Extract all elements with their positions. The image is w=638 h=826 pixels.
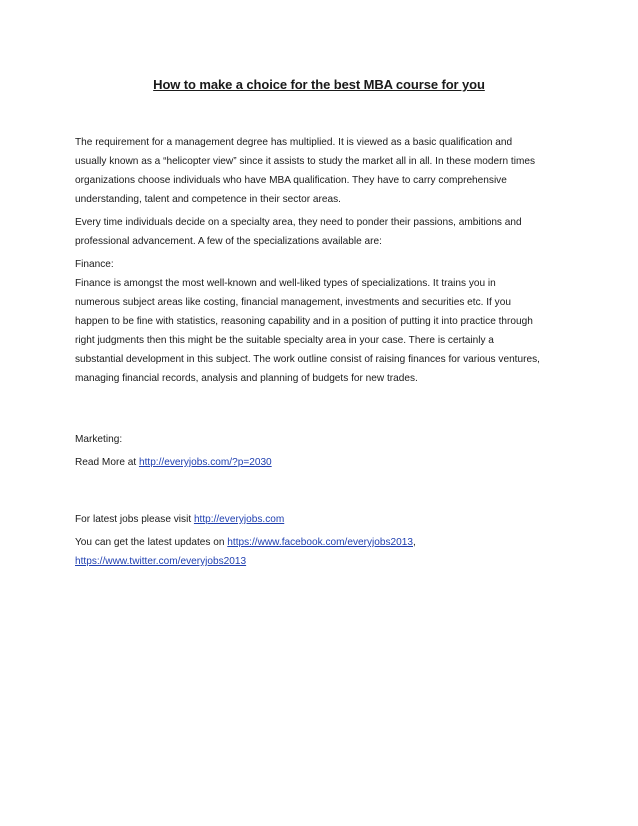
updates-line [75, 533, 575, 552]
finance-line: managing financial records, analysis and planning of budgets for new trades. [75, 373, 418, 384]
latest-jobs-link[interactable]: http://everyjobs.com [193, 514, 285, 525]
intro-line: understanding, talent and competence in their sector areas. [75, 194, 341, 205]
document-title: How to make a choice for the best MBA course for you [153, 77, 485, 92]
twitter-link[interactable]: https://www.twitter.com/everyjobs2013 [75, 556, 247, 567]
twitter-line [75, 552, 575, 571]
marketing-heading: Marketing: [75, 434, 123, 445]
read-more-prefix: Read More at [75, 457, 139, 468]
finance-line: Finance is amongst the most well-known and well-liked types of specializations. It trains you in [75, 278, 496, 289]
read-more-line [75, 453, 575, 472]
document-body [75, 133, 575, 571]
intro-line: usually known as a “helicopter view” since it assists to study the market all in all. In these modern times [75, 156, 536, 167]
updates-prefix: You can get the latest updates on [75, 537, 228, 548]
specialty-line: Every time individuals decide on a specialty area, they need to ponder their passions, ambitions and [75, 217, 522, 228]
read-more-link[interactable]: http://everyjobs.com/?p=2030 [138, 457, 272, 468]
finance-heading: Finance: [75, 259, 114, 270]
latest-jobs-prefix: For latest jobs please visit [75, 514, 194, 525]
finance-line: substantial development in this subject. The work outline consist of raising finances for various ventures, [75, 354, 540, 365]
intro-line: The requirement for a management degree has multiplied. It is viewed as a basic qualification and [75, 137, 513, 148]
facebook-link[interactable]: https://www.facebook.com/everyjobs2013 [227, 537, 413, 548]
specialty-line: professional advancement. A few of the specializations available are: [75, 236, 382, 247]
intro-line: organizations choose individuals who have MBA qualification. They have to carry comprehensive [75, 175, 507, 186]
finance-line: happen to be fine with statistics, reasoning capability and in a position of putting it into practice through [75, 316, 533, 327]
finance-line: right judgments then this might be the suitable specialty area in your case. There is certainly a [75, 335, 494, 346]
finance-line: numerous subject areas like costing, financial management, investments and securities etc. If you [75, 297, 511, 308]
updates-separator: , [413, 537, 416, 548]
latest-jobs-line [75, 510, 575, 529]
